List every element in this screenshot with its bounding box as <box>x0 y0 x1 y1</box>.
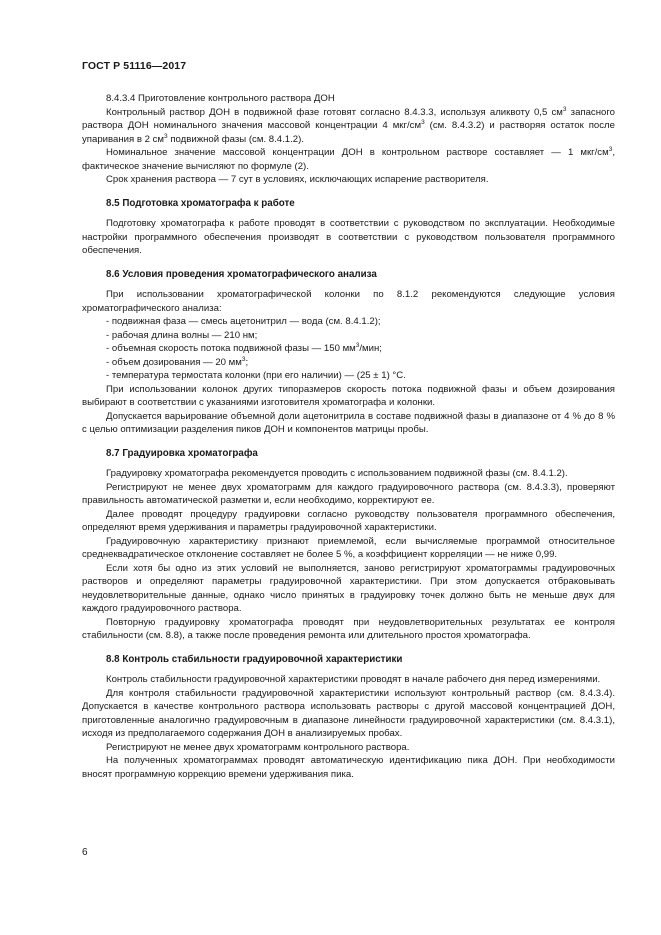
paragraph: Для контроля стабильности градуировочной характеристики используют контрольный раствор (см. 8.4.3.4). Допускается в качестве контрольного раствора использовать растворы с другой массовой концентрацией ДОН, приготовленные аналогично градуировочным в диапазоне линейности градуировочной характеристики (см. 8.4.3.1), исходя из предполагаемого содержания ДОН в анализируемых пробах. <box>82 687 615 739</box>
subsection-heading: 8.4.3.4 Приготовление контрольного раствора ДОН <box>106 93 335 104</box>
document-code: ГОСТ Р 51116—2017 <box>82 60 187 72</box>
paragraph: Срок хранения раствора — 7 сут в условиях, исключающих испарение растворителя. <box>106 174 489 185</box>
paragraph: Повторную градуировку хроматографа проводят при неудовлетворительных результатах ее контроля стабильности (см. 8.8), а также после проведения ремонта или длительного простоя хроматографа. <box>82 616 615 641</box>
list-item: - объем дозирования — 20 $мм^3$; <box>106 355 249 368</box>
paragraph: Градуировочную характеристику признают приемлемой, если вычисляемые программой относительное среднеквадратическое отклонение составляет не более 5 %, а коэффициент корреляции — не ниже 0,99. <box>82 535 615 560</box>
list-item: - температура термостата колонки (при его наличии) — (25 ± 1) °С. <box>106 370 406 381</box>
section-heading: 8.5 Подготовка хроматографа к работе <box>106 197 295 209</box>
paragraph: Подготовку хроматографа к работе проводят в соответствии с руководством по эксплуатации. Необходимые настройки программного обеспечения производят в соответствии с руководством пользователя программного обеспечения. <box>82 218 615 256</box>
list-item: - подвижная фаза — смесь ацетонитрил — вода (см. 8.4.1.2); <box>106 316 381 327</box>
paragraph: Регистрируют не менее двух хроматограмм контрольного раствора. <box>106 741 410 753</box>
list-item: - рабочая длина волны — 210 нм; <box>106 329 258 341</box>
paragraph: На полученных хроматограммах проводят автоматическую идентификацию пика ДОН. При необходимости вносят программную коррекцию времени удерживания пика. <box>82 755 615 780</box>
paragraph: Номинальное значение массовой концентрации ДОН в контрольном растворе составляет — 1 мкг/$см^3$, фактическое значение вычисляют по формуле (2). <box>82 146 615 172</box>
section-heading: 8.8 Контроль стабильности градуировочной характеристики <box>106 653 403 665</box>
page-number: 6 <box>82 847 88 858</box>
paragraph: Далее проводят процедуру градуировки согласно руководству пользователя программного обеспечения, определяют время удерживания и параметры градуировочной характеристики. <box>82 508 615 533</box>
paragraph: При использовании хроматографической колонки по 8.1.2 рекомендуются следующие условия хроматографического анализа: <box>82 289 615 314</box>
paragraph: Регистрируют не менее двух хроматограмм для каждого градуировочного раствора (см. 8.4.3.3), проверяют правильность автоматической разметки и, если необходимо, корректируют ее. <box>82 481 615 506</box>
paragraph: Контрольный раствор ДОН в подвижной фазе готовят согласно 8.4.3.3, используя аликвоту 0,5 $см^3$ запасного раствора ДОН номинального значения массовой концентрации 4 мкг/$см^3$ (см. 8.4.3.2) и растворяя остаток после упаривания в 2 $см^3$ подвижной фазы (см. 8.4.1.2). <box>82 105 615 145</box>
paragraph: При использовании колонок других типоразмеров скорость потока подвижной фазы и объем дозирования выбирают в соответствии с указаниями изготовителя хроматографа и колонки. <box>82 383 615 408</box>
paragraph: Контроль стабильности градуировочной характеристики проводят в начале рабочего дня перед измерениями. <box>106 674 601 685</box>
list-item: - объемная скорость потока подвижной фазы — 150 $мм^3$/мин; <box>106 342 382 354</box>
page-content <box>82 92 615 781</box>
section-heading: 8.7 Градуировка хроматографа <box>106 447 258 459</box>
paragraph: Градуировку хроматографа рекомендуется проводить с использованием подвижной фазы (см. 8.4.1.2). <box>106 468 568 479</box>
paragraph: Допускается варьирование объемной доли ацетонитрила в составе подвижной фазы в диапазоне от 4 % до 8 % с целью оптимизации разделения пиков ДОН и компонентов матрицы пробы. <box>82 410 615 435</box>
section-heading: 8.6 Условия проведения хроматографического анализа <box>106 268 377 280</box>
paragraph: Если хотя бы одно из этих условий не выполняется, заново регистрируют хроматограммы градуировочных растворов и определяют параметры градуировочной характеристики. При этом допускается отбраковывать неудовлетворительные данные, однако число принятых в градуировку точек должно быть не меньше двух для каждого градуировочного раствора. <box>82 562 615 614</box>
